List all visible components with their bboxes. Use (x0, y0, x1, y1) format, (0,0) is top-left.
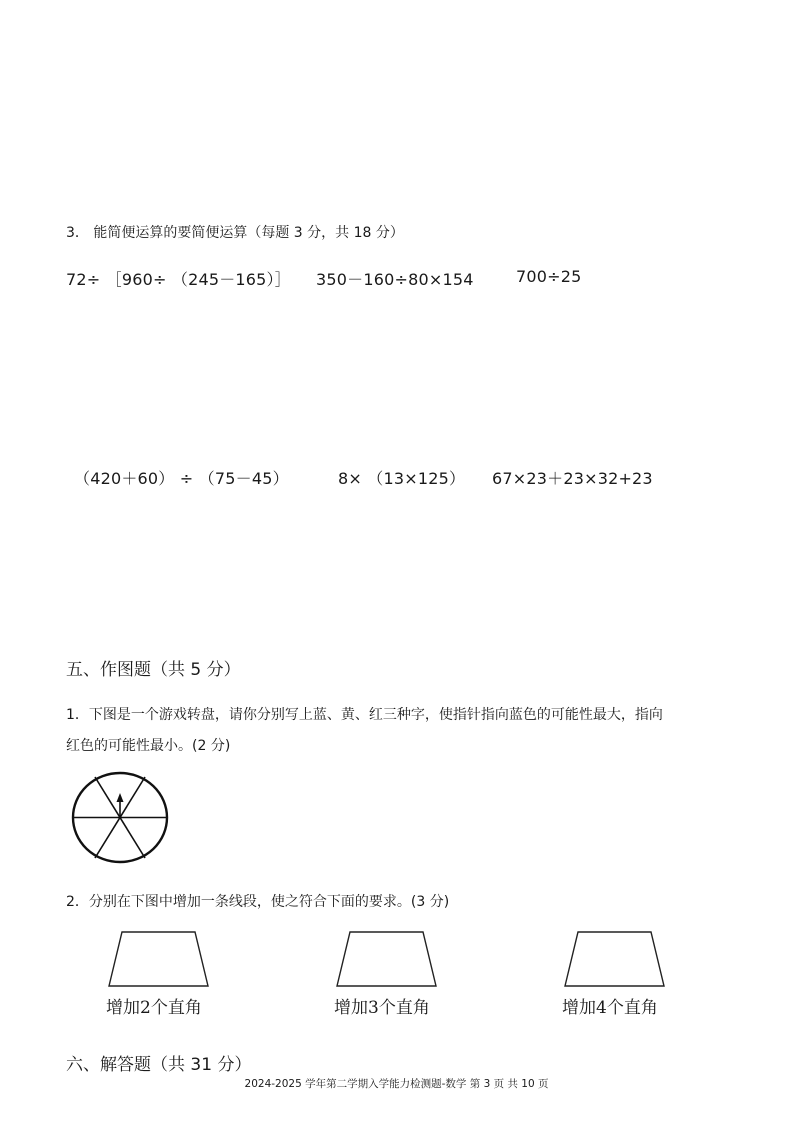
q1-text-line1: 1．下图是一个游戏转盘，请你分别写上蓝、黄、红三种字，使指针指向蓝色的可能性最大，指向 (66, 707, 663, 723)
caption-3: 增加4个直角 (562, 998, 658, 1018)
trapezoid-3 (564, 931, 666, 989)
q1-text-line2: 红色的可能性最小。(2 分) (66, 738, 231, 754)
trapezoid-1 (108, 931, 210, 989)
expression-2: 350－160÷80×154 (316, 270, 474, 289)
q3-heading: 3． 能简便运算的要简便运算（每题 3 分，共 18 分） (66, 225, 404, 241)
caption-1: 增加2个直角 (106, 998, 202, 1018)
spinner-wheel (70, 770, 176, 870)
q2-text: 2．分别在下图中增加一条线段，使之符合下面的要求。(3 分) (66, 894, 450, 910)
expression-6: 67×23＋23×32+23 (492, 469, 653, 488)
expression-1: 72÷ ［960÷ （245－165）］ (66, 270, 291, 289)
page-footer: 2024-2025 学年第二学期入学能力检测题-数学 第 3 页 共 10 页 (244, 1078, 549, 1090)
caption-2: 增加3个直角 (334, 998, 430, 1018)
trapezoid-2 (336, 931, 438, 989)
section-5-title: 五、作图题（共 5 分） (66, 660, 241, 680)
expression-5: 8× （13×125） (338, 469, 466, 488)
expression-3: 700÷25 (516, 267, 582, 286)
section-6-title: 六、解答题（共 31 分） (66, 1055, 252, 1075)
expression-4: （420＋60） ÷ （75－45） (74, 469, 289, 488)
